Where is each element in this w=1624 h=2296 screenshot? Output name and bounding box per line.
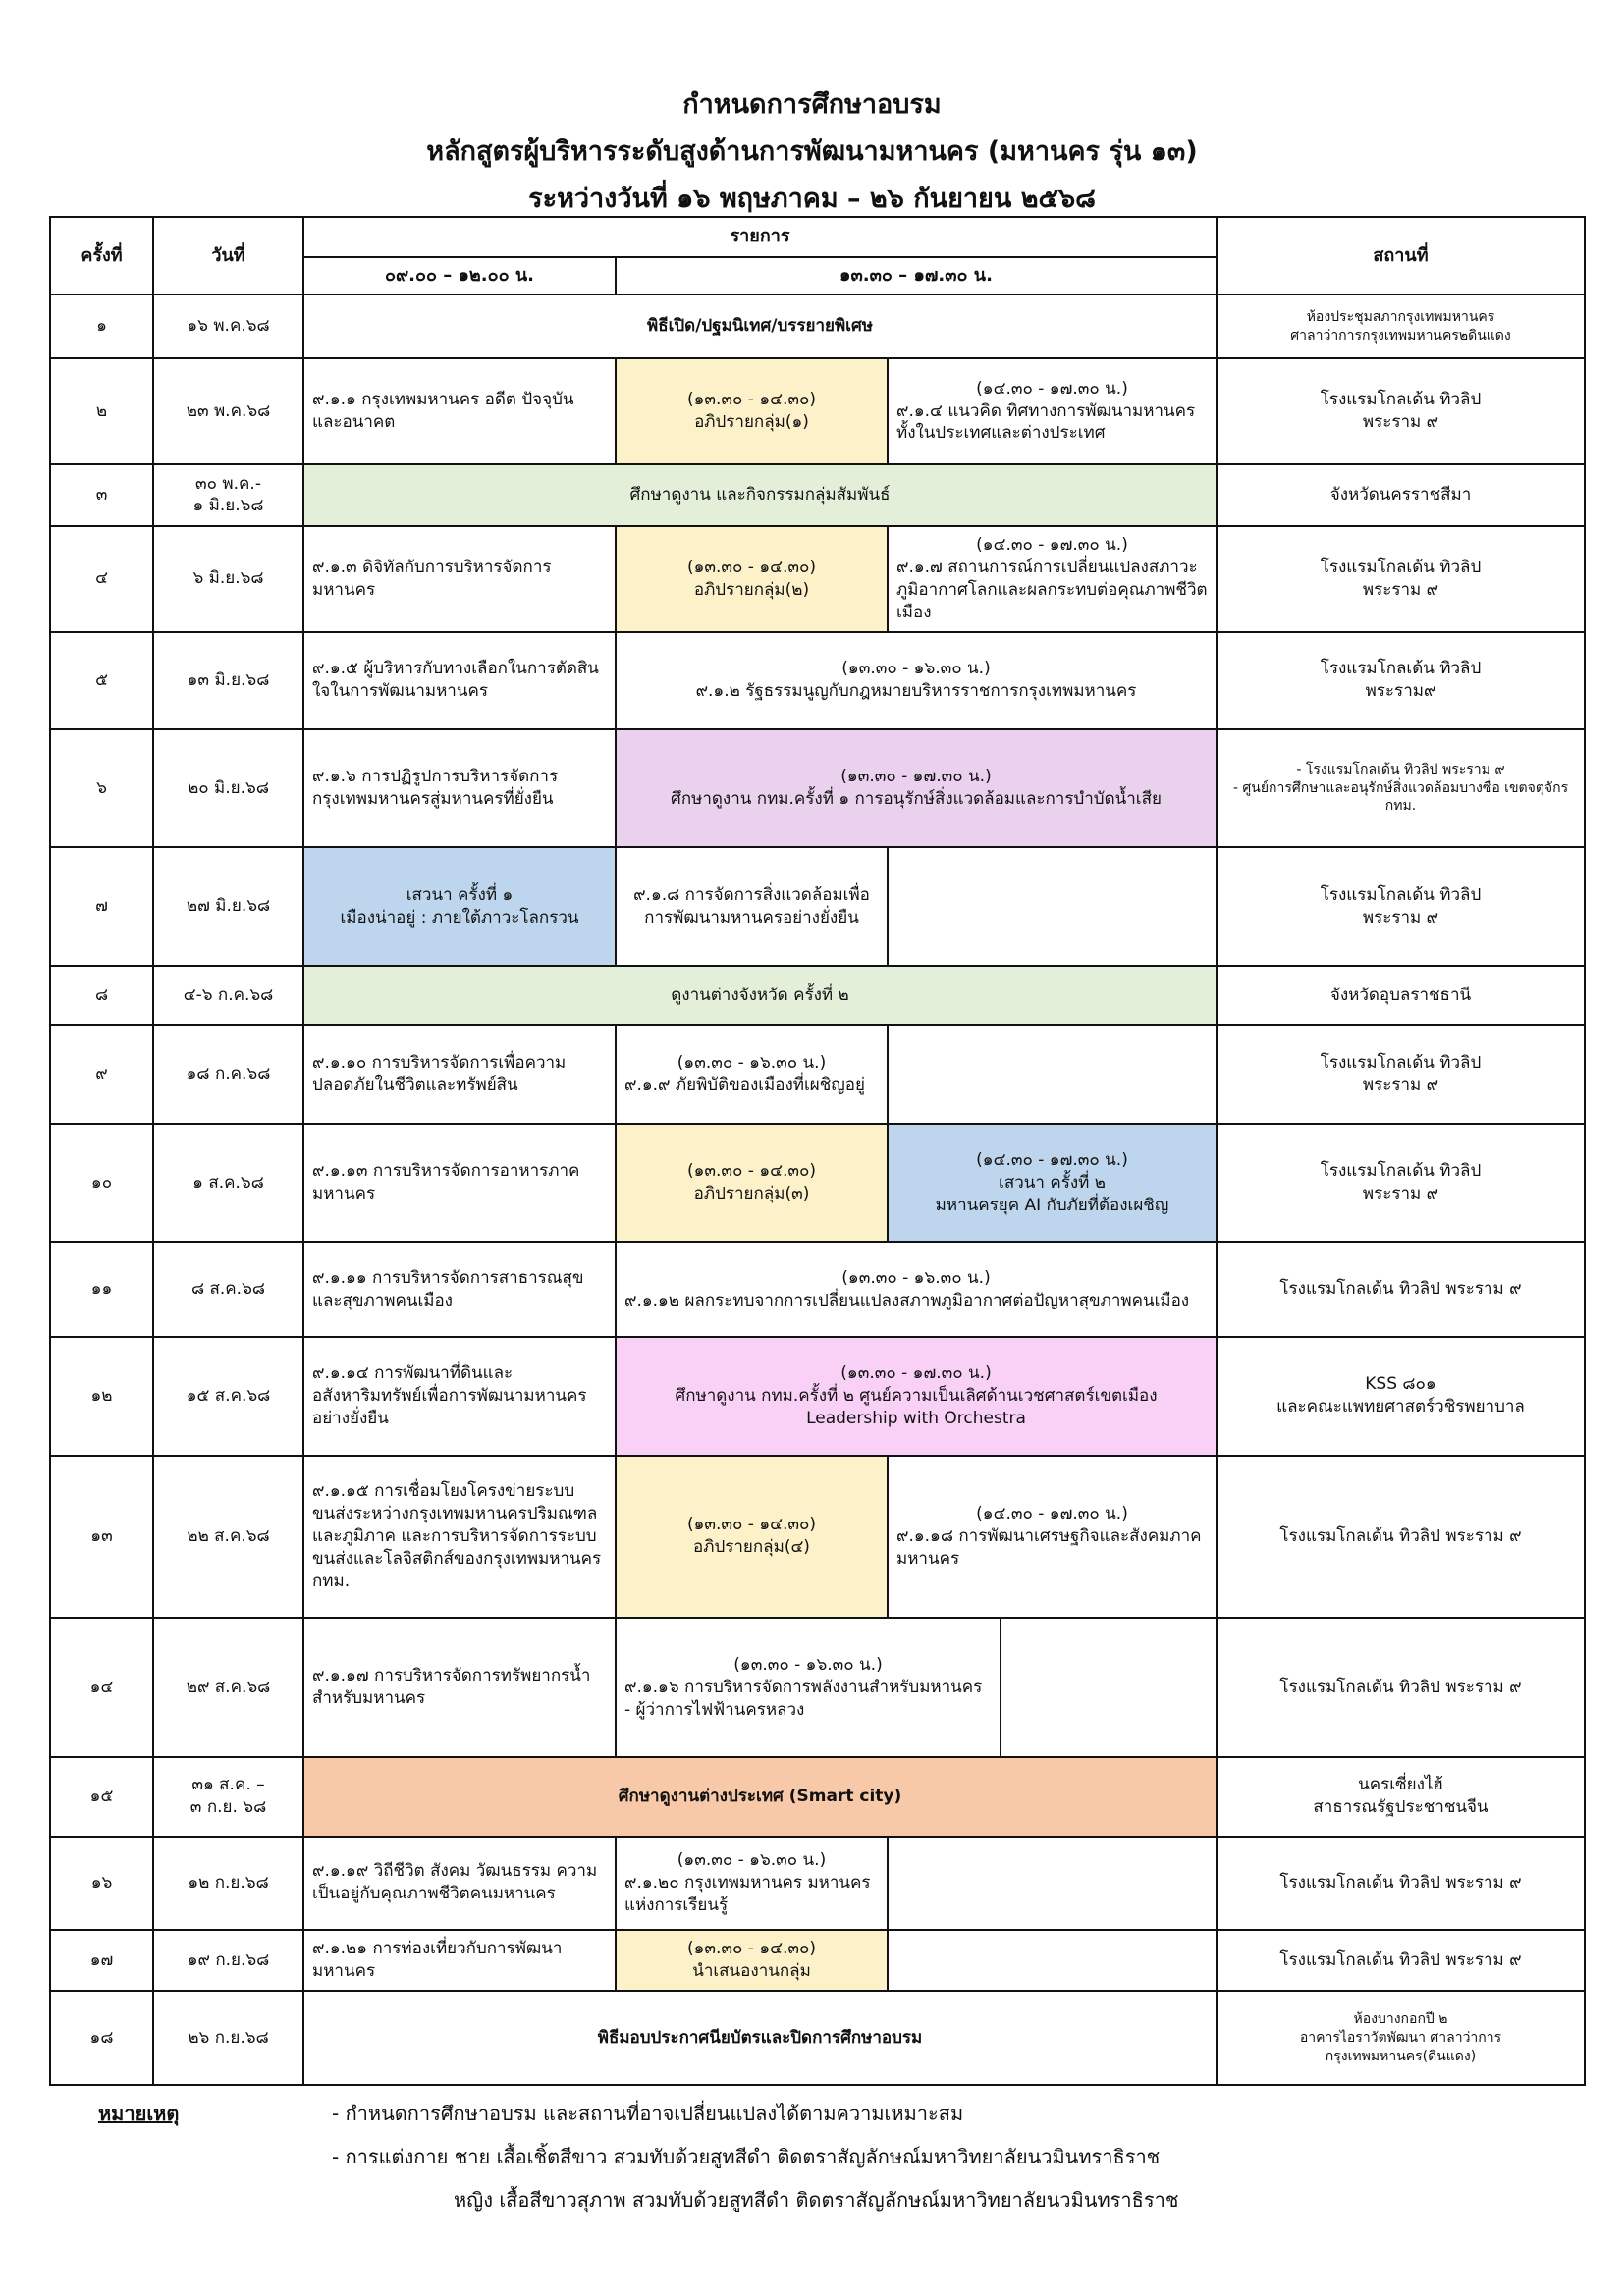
session-morning: ๙.๑.๑๑ การบริหารจัดการสาธารณสุขและสุขภาพคนเมือง	[303, 1242, 616, 1337]
empty-cell	[888, 847, 1217, 966]
session-afternoon	[616, 1337, 1217, 1456]
header-items: รายการ	[303, 217, 1217, 257]
session-afternoon	[616, 729, 1217, 848]
header-row	[50, 217, 1585, 257]
session-no: ๑๐	[50, 1124, 153, 1243]
group-label: อภิปรายกลุ่ม(๔)	[693, 1537, 810, 1558]
session-date: ๔-๖ ก.ค.๖๘	[153, 966, 303, 1025]
session-place	[1217, 729, 1585, 848]
table-row	[50, 1757, 1585, 1836]
session-date: ๑๕ ส.ค.๖๘	[153, 1337, 303, 1456]
group-discussion	[616, 358, 888, 465]
afternoon-topic: ๙.๑.๗ สถานการณ์การเปลี่ยนแปลงสภาวะภูมิอากาศโลกและผลกระทบต่อคุณภาพชีวิตเมือง	[896, 557, 1208, 622]
table-row	[50, 1242, 1585, 1337]
session-place: โรงแรมโกลเด้น ทิวลิป พระราม ๙	[1217, 1930, 1585, 1991]
note-line: - การแต่งกาย ชาย เสื้อเชิ้ตสีขาว สวมทับด้วยสูทสีดำ ติดตราสัญลักษณ์มหาวิทยาลัยนวมินทราธิราช	[332, 2145, 1161, 2168]
afternoon-time: (๑๓.๓๐ - ๑๖.๓๐ น.)	[677, 1849, 827, 1870]
session-place: โรงแรมโกลเด้น ทิวลิป พระราม ๙	[1217, 1242, 1585, 1337]
session-place	[1217, 526, 1585, 633]
afternoon-topic: ๙.๑.๑๖ การบริหารจัดการพลังงานสำหรับมหานคร	[624, 1677, 983, 1697]
place-line-1: KSS ๘๐๑	[1365, 1374, 1436, 1395]
session-place	[1217, 847, 1585, 966]
place-line-1: โรงแรมโกลเด้น ทิวลิป	[1320, 884, 1482, 905]
place-line-1: โรงแรมโกลเด้น ทิวลิป	[1320, 659, 1482, 679]
table-row	[50, 1991, 1585, 2085]
session-morning: ๙.๑.๖ การปฏิรูปการบริหารจัดการกรุงเทพมหานครสู่มหานครที่ยั่งยืน	[303, 729, 616, 848]
group-time: (๑๓.๓๐ - ๑๔.๓๐)	[686, 390, 817, 410]
session-place: โรงแรมโกลเด้น ทิวลิป พระราม ๙	[1217, 1837, 1585, 1931]
session-date: ๑๖ พ.ค.๖๘	[153, 294, 303, 357]
table-row	[50, 464, 1585, 525]
session-no: ๕	[50, 632, 153, 729]
session-place: โรงแรมโกลเด้น ทิวลิป พระราม ๙	[1217, 1618, 1585, 1757]
session-afternoon	[888, 1456, 1217, 1619]
session-afternoon	[616, 1242, 1217, 1337]
place-line-2: พระราม ๙	[1362, 1075, 1439, 1095]
afternoon-time: (๑๔.๓๐ - ๑๗.๓๐ น.)	[976, 1149, 1128, 1170]
place-line-1: ห้องบางกอกปี ๒	[1353, 2010, 1448, 2027]
title-line-2: หลักสูตรผู้บริหารระดับสูงด้านการพัฒนามหานคร (มหานคร รุ่น ๑๓)	[426, 136, 1198, 167]
session-morning: ๙.๑.๑๓ การบริหารจัดการอาหารภาคมหานคร	[303, 1124, 616, 1243]
session-date	[153, 464, 303, 525]
session-no: ๑๗	[50, 1930, 153, 1991]
place-line-2: อาคารไอราวัตพัฒนา ศาลาว่าการกรุงเทพมหานคร(ดินแดง)	[1299, 2029, 1502, 2064]
empty-cell	[888, 1837, 1217, 1931]
afternoon-time: (๑๓.๓๐ - ๑๗.๓๐ น.)	[840, 1362, 992, 1383]
session-fullday: พิธีมอบประกาศนียบัตรและปิดการศึกษาอบรม	[303, 1991, 1217, 2085]
session-date: ๘ ส.ค.๖๘	[153, 1242, 303, 1337]
place-line-2: พระราม ๙	[1362, 412, 1439, 432]
session-place	[1217, 294, 1585, 357]
place-line-2: สาธารณรัฐประชาชนจีน	[1313, 1797, 1489, 1818]
group-discussion	[616, 1124, 888, 1243]
session-no: ๓	[50, 464, 153, 525]
session-afternoon	[616, 1025, 888, 1124]
session-morning: ๙.๑.๑๗ การบริหารจัดการทรัพยากรน้ำสำหรับมหานคร	[303, 1618, 616, 1757]
date-line-2: ๑ มิ.ย.๖๘	[192, 496, 264, 516]
forum-session	[888, 1124, 1217, 1243]
header-no: ครั้งที่	[50, 217, 153, 294]
session-no: ๑	[50, 294, 153, 357]
session-place: โรงแรมโกลเด้น ทิวลิป พระราม ๙	[1217, 1456, 1585, 1619]
header-afternoon: ๑๓.๓๐ – ๑๗.๓๐ น.	[616, 257, 1217, 294]
session-place	[1217, 632, 1585, 729]
place-line-1: โรงแรมโกลเด้น ทิวลิป	[1320, 1161, 1482, 1182]
session-morning: ๙.๑.๓ ดิจิทัลกับการบริหารจัดการมหานคร	[303, 526, 616, 633]
session-morning: ๙.๑.๑๙ วิถีชีวิต สังคม วัฒนธรรม ความเป็นอยู่กับคุณภาพชีวิตคนมหานคร	[303, 1837, 616, 1931]
session-morning: ๙.๑.๑ กรุงเทพมหานคร อดีต ปัจจุบัน และอนาคต	[303, 358, 616, 465]
table-row	[50, 526, 1585, 633]
afternoon-time: (๑๔.๓๐ - ๑๗.๓๐ น.)	[976, 1504, 1128, 1524]
afternoon-time: (๑๓.๓๐ - ๑๖.๓๐ น.)	[677, 1052, 827, 1073]
session-place	[1217, 1337, 1585, 1456]
group-time: (๑๓.๓๐ - ๑๔.๓๐)	[686, 557, 817, 577]
afternoon-time: (๑๓.๓๐ - ๑๖.๓๐ น.)	[733, 1654, 883, 1675]
place-line-1: นครเซี่ยงไฮ้	[1358, 1775, 1443, 1795]
session-afternoon	[616, 1837, 888, 1931]
afternoon-topic: ๙.๑.๙ ภัยพิบัติของเมืองที่เผชิญอยู่	[624, 1075, 865, 1095]
date-line-1: ๓๑ ส.ค. –	[191, 1775, 265, 1795]
forum-title: เสวนา ครั้งที่ ๒	[999, 1172, 1106, 1193]
session-no: ๑๒	[50, 1337, 153, 1456]
table-row	[50, 632, 1585, 729]
group-label: อภิปรายกลุ่ม(๑)	[694, 412, 809, 432]
forum-session	[303, 847, 616, 966]
afternoon-speaker: - ผู้ว่าการไฟฟ้านครหลวง	[624, 1699, 805, 1720]
session-date: ๑๘ ก.ค.๖๘	[153, 1025, 303, 1124]
date-line-1: ๓๐ พ.ค.-	[195, 473, 261, 494]
group-time: (๑๓.๓๐ - ๑๔.๓๐)	[686, 1161, 817, 1182]
group-time: (๑๓.๓๐ - ๑๔.๓๐)	[686, 1939, 817, 1959]
place-line-2: พระราม ๙	[1362, 1184, 1439, 1204]
group-discussion	[616, 526, 888, 633]
table-row	[50, 1124, 1585, 1243]
forum-topic: มหานครยุค AI กับภัยที่ต้องเผชิญ	[935, 1195, 1169, 1215]
session-no: ๑๓	[50, 1456, 153, 1619]
session-date: ๑๒ ก.ย.๖๘	[153, 1837, 303, 1931]
afternoon-time: (๑๓.๓๐ - ๑๗.๓๐ น.)	[840, 767, 992, 787]
afternoon-time: (๑๓.๓๐ - ๑๖.๓๐ น.)	[841, 659, 991, 679]
group-discussion	[616, 1456, 888, 1619]
session-place	[1217, 1025, 1585, 1124]
table-row	[50, 729, 1585, 848]
session-date	[153, 1757, 303, 1836]
table-row	[50, 1025, 1585, 1124]
session-no: ๑๕	[50, 1757, 153, 1836]
session-fullday: ศึกษาดูงานต่างประเทศ (Smart city)	[303, 1757, 1217, 1836]
table-row	[50, 1618, 1585, 1757]
schedule-table	[49, 216, 1586, 2086]
afternoon-topic-2: Leadership with Orchestra	[806, 1408, 1026, 1428]
session-no: ๖	[50, 729, 153, 848]
session-date: ๒๒ ส.ค.๖๘	[153, 1456, 303, 1619]
session-date: ๒๐ มิ.ย.๖๘	[153, 729, 303, 848]
afternoon-topic: ๙.๑.๒๐ กรุงเทพมหานคร มหานครแห่งการเรียนรู้	[624, 1872, 871, 1915]
table-row	[50, 1337, 1585, 1456]
afternoon-topic: ๙.๑.๑๒ ผลกระทบจากการเปลี่ยนแปลงสภาพภูมิอากาศต่อปัญหาสุขภาพคนเมือง	[624, 1290, 1190, 1310]
forum-title: เสวนา ครั้งที่ ๑	[406, 884, 514, 905]
session-no: ๙	[50, 1025, 153, 1124]
afternoon-time: (๑๔.๓๐ - ๑๗.๓๐ น.)	[976, 378, 1128, 399]
session-afternoon: ๙.๑.๘ การจัดการสิ่งแวดล้อมเพื่อการพัฒนามหานครอย่างยั่งยืน	[616, 847, 888, 966]
session-afternoon	[888, 526, 1217, 633]
session-date: ๒๓ พ.ค.๖๘	[153, 358, 303, 465]
session-place	[1217, 358, 1585, 465]
session-no: ๑๑	[50, 1242, 153, 1337]
table-row	[50, 847, 1585, 966]
place-line-2: พระราม ๙	[1362, 579, 1439, 600]
session-no: ๒	[50, 358, 153, 465]
session-afternoon	[888, 358, 1217, 465]
header-date: วันที่	[153, 217, 303, 294]
session-no: ๘	[50, 966, 153, 1025]
session-date: ๒๖ ก.ย.๖๘	[153, 1991, 303, 2085]
session-place	[1217, 1757, 1585, 1836]
table-row	[50, 1837, 1585, 1931]
session-date: ๑๓ มิ.ย.๖๘	[153, 632, 303, 729]
session-morning: ๙.๑.๕ ผู้บริหารกับทางเลือกในการตัดสินใจในการพัฒนามหานคร	[303, 632, 616, 729]
afternoon-topic: ๙.๑.๒ รัฐธรรมนูญกับกฎหมายบริหารราชการกรุงเทพมหานคร	[695, 681, 1137, 702]
place-line-1: โรงแรมโกลเด้น ทิวลิป	[1320, 1052, 1482, 1073]
empty-cell	[888, 1025, 1217, 1124]
group-label: อภิปรายกลุ่ม(๒)	[693, 579, 810, 600]
session-place	[1217, 1124, 1585, 1243]
session-afternoon	[616, 632, 1217, 729]
session-morning: ๙.๑.๑๔ การพัฒนาที่ดินและอสังหาริมทรัพย์เพื่อการพัฒนามหานครอย่างยั่งยืน	[303, 1337, 616, 1456]
session-date: ๒๗ มิ.ย.๖๘	[153, 847, 303, 966]
empty-cell	[888, 1930, 1217, 1991]
session-no: ๑๖	[50, 1837, 153, 1931]
note-line: หญิง เสื้อสีขาวสุภาพ สวมทับด้วยสูทสีดำ ติดตราสัญลักษณ์มหาวิทยาลัยนวมินทราธิราช	[454, 2188, 1179, 2212]
place-line-2: พระราม๙	[1365, 681, 1436, 702]
table-row	[50, 966, 1585, 1025]
date-line-2: ๓ ก.ย. ๖๘	[189, 1797, 267, 1818]
session-fullday: พิธีเปิด/ปฐมนิเทศ/บรรยายพิเศษ	[303, 294, 1217, 357]
header-place: สถานที่	[1217, 217, 1585, 294]
group-time: (๑๓.๓๐ - ๑๔.๓๐)	[686, 1515, 817, 1535]
table-row	[50, 1930, 1585, 1991]
session-date: ๖ มิ.ย.๖๘	[153, 526, 303, 633]
afternoon-time: (๑๔.๓๐ - ๑๗.๓๐ น.)	[976, 535, 1128, 555]
notes-heading: หมายเหตุ	[98, 2102, 180, 2125]
afternoon-topic: ศึกษาดูงาน กทม.ครั้งที่ ๑ การอนุรักษ์สิ่งแวดล้อมและการบำบัดน้ำเสีย	[671, 788, 1162, 809]
session-morning: ๙.๑.๑๕ การเชื่อมโยงโครงข่ายระบบขนส่งระหว่างกรุงเทพมหานครปริมณฑลและภูมิภาค และการบริหารจัดการระบบขนส่งและโลจิสติกส์ของกรุงเทพมหานคร กทม.	[303, 1456, 616, 1619]
group-label: อภิปรายกลุ่ม(๓)	[693, 1184, 810, 1204]
header-morning: ๐๙.๐๐ – ๑๒.๐๐ น.	[303, 257, 616, 294]
empty-cell	[1001, 1618, 1217, 1757]
place-line-1: โรงแรมโกลเด้น ทิวลิป	[1320, 390, 1482, 410]
session-fullday: ดูงานต่างจังหวัด ครั้งที่ ๒	[303, 966, 1217, 1025]
place-line-1: ห้องประชุมสภากรุงเทพมหานคร	[1306, 308, 1495, 325]
table-row	[50, 294, 1585, 357]
session-date: ๒๙ ส.ค.๖๘	[153, 1618, 303, 1757]
session-place	[1217, 1991, 1585, 2085]
place-line-2: - ศูนย์การศึกษาและอนุรักษ์สิ่งแวดล้อมบางซื่อ เขตจตุจักร กทม.	[1232, 779, 1569, 815]
session-morning: ๙.๑.๑๐ การบริหารจัดการเพื่อความปลอดภัยในชีวิตและทรัพย์สิน	[303, 1025, 616, 1124]
table-row	[50, 358, 1585, 465]
session-place: จังหวัดอุบลราชธานี	[1217, 966, 1585, 1025]
title-line-1: กำหนดการศึกษาอบรม	[682, 89, 942, 120]
session-place: จังหวัดนครราชสีมา	[1217, 464, 1585, 525]
place-line-2: ศาลาว่าการกรุงเทพมหานคร๒ดินแดง	[1290, 327, 1511, 344]
session-no: ๗	[50, 847, 153, 966]
session-morning: ๙.๑.๒๑ การท่องเที่ยวกับการพัฒนามหานคร	[303, 1930, 616, 1991]
place-line-1: - โรงแรมโกลเด้น ทิวลิป พระราม ๙	[1296, 761, 1505, 777]
afternoon-time: (๑๓.๓๐ - ๑๖.๓๐ น.)	[841, 1267, 991, 1288]
afternoon-topic: ๙.๑.๑๘ การพัฒนาเศรษฐกิจและสังคมภาคมหานคร	[896, 1525, 1202, 1569]
session-no: ๑๔	[50, 1618, 153, 1757]
afternoon-topic: ๙.๑.๔ แนวคิด ทิศทางการพัฒนามหานครทั้งในประเทศและต่างประเทศ	[896, 400, 1196, 444]
session-afternoon	[616, 1618, 1001, 1757]
session-no: ๔	[50, 526, 153, 633]
group-presentation	[616, 1930, 888, 1991]
table-row	[50, 1456, 1585, 1619]
session-no: ๑๘	[50, 1991, 153, 2085]
afternoon-topic: ศึกษาดูงาน กทม.ครั้งที่ ๒ ศูนย์ความเป็นเลิศด้านเวชศาสตร์เขตเมือง	[675, 1385, 1158, 1406]
forum-topic: เมืองน่าอยู่ : ภายใต้ภาวะโลกรวน	[340, 907, 579, 928]
place-line-2: พระราม ๙	[1362, 907, 1439, 928]
place-line-2: และคณะแพทยศาสตร์วชิรพยาบาล	[1276, 1397, 1525, 1417]
title-line-3: ระหว่างวันที่ ๑๖ พฤษภาคม – ๒๖ กันยายน ๒๕๖๘	[528, 184, 1096, 214]
session-fullday: ศึกษาดูงาน และกิจกรรมกลุ่มสัมพันธ์	[303, 464, 1217, 525]
place-line-1: โรงแรมโกลเด้น ทิวลิป	[1320, 557, 1482, 577]
session-date: ๑๙ ก.ย.๖๘	[153, 1930, 303, 1991]
session-date: ๑ ส.ค.๖๘	[153, 1124, 303, 1243]
group-label: นำเสนองานกลุ่ม	[692, 1961, 811, 1982]
note-line: - กำหนดการศึกษาอบรม และสถานที่อาจเปลี่ยนแปลงได้ตามความเหมาะสม	[332, 2102, 964, 2125]
